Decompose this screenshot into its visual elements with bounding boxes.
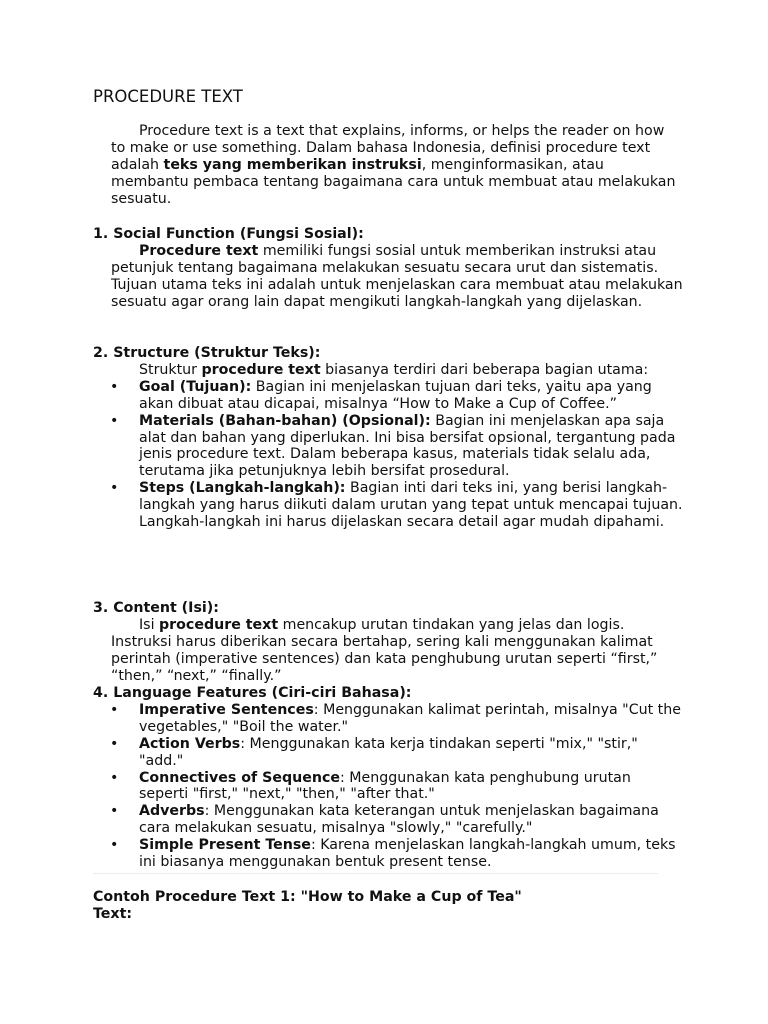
section-3-body: [93, 617, 683, 685]
page-title: PROCEDURE TEXT: [93, 87, 243, 106]
section-4-heading: 4. Language Features (Ciri-ciri Bahasa):: [93, 685, 412, 701]
section-content: [93, 600, 683, 685]
section-2-lead-post: biasanya terdiri dari beberapa bagian utama:: [320, 361, 649, 378]
intro-paragraph: [93, 123, 683, 208]
list-item-text: : Menggunakan kalimat perintah, misalnya "Cut the vegetables," "Boil the water.": [139, 701, 681, 735]
list-item: [93, 702, 683, 736]
list-item-text: : Menggunakan kata keterangan untuk menjelaskan bagaimana cara melakukan sesuatu, misalnya "slowly," "carefully.": [139, 803, 659, 837]
list-item-term: Adverbs: [139, 803, 205, 820]
section-2-lead-bold: procedure text: [201, 361, 321, 378]
list-item: [93, 379, 683, 413]
list-item-text: : Menggunakan kata kerja tindakan seperti "mix," "stir," "add.": [139, 735, 638, 769]
example-heading: Contoh Procedure Text 1: "How to Make a Cup of Tea": [93, 889, 522, 905]
list-item-text: Bagian ini menjelaskan tujuan dari teks, yaitu apa yang akan dibuat atau dicapai, misalnya “How to Make a Cup of Coffee.”: [139, 378, 652, 412]
list-item-text: : Menggunakan kata penghubung urutan seperti "first," "next," "then," "after that.": [139, 769, 631, 803]
section-1-text: memiliki fungsi sosial untuk memberikan instruksi atau petunjuk tentang bagaimana melakukan sesuatu secara urut dan sistematis. Tujuan utama teks ini adalah untuk menjelaskan cara membuat atau melakukan sesuatu agar orang lain dapat mengikuti langkah-langkah yang dijelaskan.: [111, 242, 683, 310]
section-1-body: [93, 243, 683, 311]
list-item-text: Bagian ini menjelaskan apa saja alat dan bahan yang diperlukan. Ini bisa bersifat opsional, tergantung pada jenis procedure text. Dalam beberapa kasus, materials tidak selalu ada, terutama jika petunjuknya lebih bersifat prosedural.: [139, 412, 676, 480]
list-item: [93, 803, 683, 837]
list-item-text: Bagian inti dari teks ini, yang berisi langkah-langkah yang harus diikuti dalam urutan yang tepat untuk mencapai tujuan. Langkah-langkah ini harus dijelaskan secara detail agar mudah dipahami.: [139, 480, 683, 531]
list-item-term: Action Verbs: [139, 735, 241, 752]
divider: [93, 873, 658, 874]
section-3-pre: Isi: [139, 616, 160, 633]
section-2-lead-pre: Struktur: [139, 361, 202, 378]
section-language-features: [93, 685, 683, 871]
list-item-term: Simple Present Tense: [139, 837, 311, 854]
list-item: [93, 736, 683, 770]
list-item-term: Connectives of Sequence: [139, 769, 341, 786]
intro-text: [93, 123, 683, 208]
list-item-term: Goal (Tujuan):: [139, 378, 252, 395]
list-item: [93, 413, 683, 481]
language-features-list: [93, 702, 683, 871]
section-1-bold: Procedure text: [139, 242, 259, 259]
list-item-term: Steps (Langkah-langkah):: [139, 480, 346, 497]
section-1-heading: 1. Social Function (Fungsi Sosial):: [93, 226, 364, 242]
list-item: [93, 837, 683, 871]
example-text-label: Text:: [93, 905, 133, 922]
list-item: [93, 770, 683, 804]
list-item-term: Imperative Sentences: [139, 701, 314, 718]
section-structure: [93, 345, 683, 531]
intro-text-1: Procedure text is a text that explains, informs, or helps the reader on how to make or use something. Dalam bahasa Indonesia, definisi procedure text adalah: [111, 123, 665, 173]
example-section: [93, 889, 683, 923]
intro-text-2: , menginformasikan, atau membantu pembaca tentang bagaimana cara untuk membuat atau melakukan sesuatu.: [111, 156, 676, 207]
list-item-text: : Karena menjelaskan langkah-langkah umum, teks ini biasanya menggunakan bentuk present tense.: [139, 837, 676, 871]
section-3-heading: 3. Content (Isi):: [93, 600, 219, 616]
structure-list: [93, 379, 683, 531]
list-item-term: Materials (Bahan-bahan) (Opsional):: [139, 412, 431, 429]
intro-bold: teks yang memberikan instruksi: [163, 156, 422, 173]
list-item: [93, 480, 683, 531]
section-2-heading: 2. Structure (Struktur Teks):: [93, 345, 321, 361]
section-3-text: mencakup urutan tindakan yang jelas dan logis. Instruksi harus diberikan secara bertahap, sering kali menggunakan kalimat perintah (imperative sentences) dan kata penghubung urutan seperti “first,” “then,” “next,” “finally.”: [111, 616, 658, 684]
section-3-bold: procedure text: [159, 616, 279, 633]
section-social-function: [93, 226, 683, 311]
section-2-lead: [93, 362, 683, 379]
